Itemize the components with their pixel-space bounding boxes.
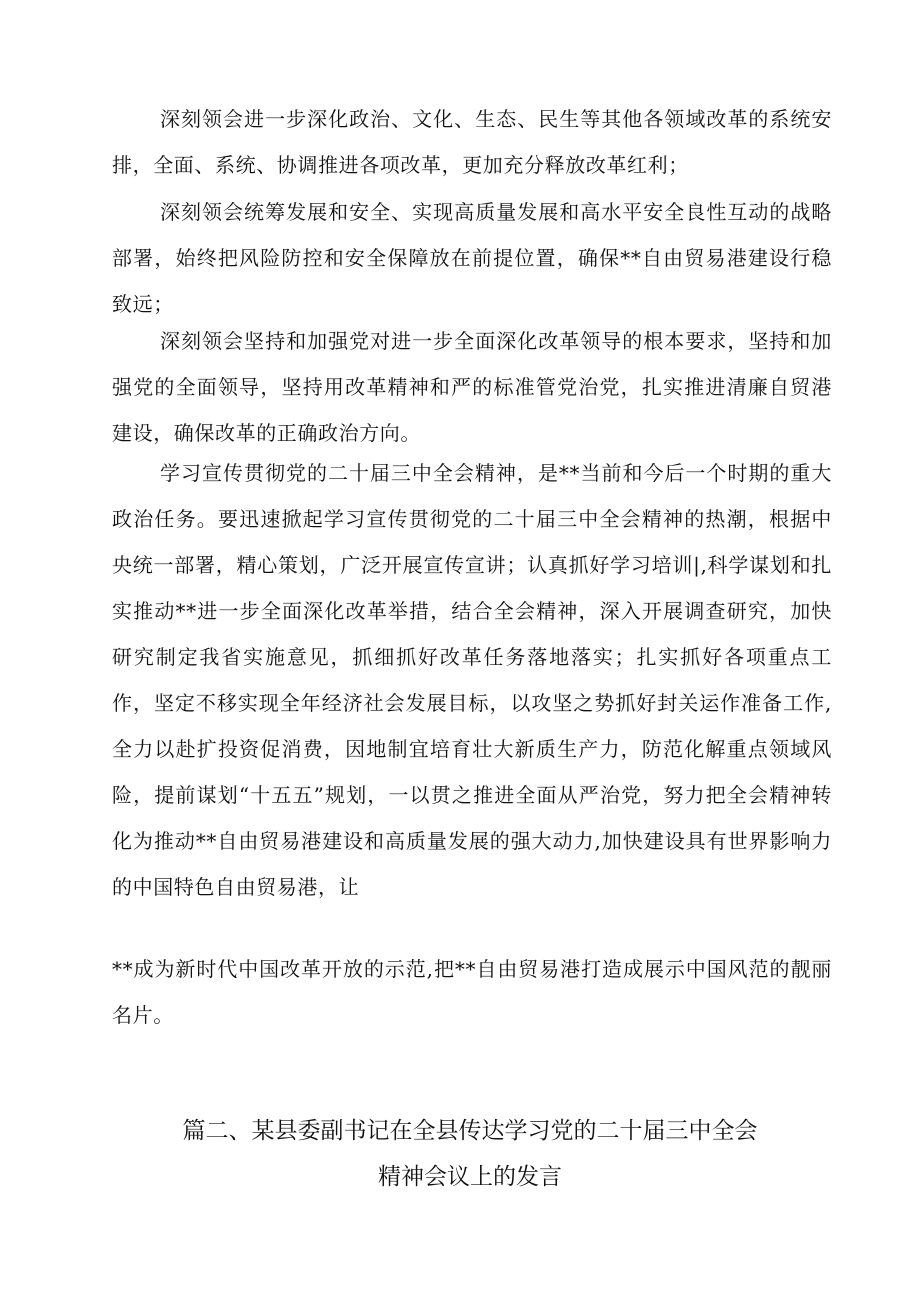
section-heading-line-2: 精神会议上的发言	[378, 1164, 562, 1190]
body-paragraph: 深刻领会进一步深化政治、文化、生态、民生等其他各领域改革的系统安排，全面、系统、协调推进各项改革，更加充分释放改革红利；	[112, 107, 832, 177]
body-paragraph-continued: **成为新时代中国改革开放的示范,把**自由贸易港打造成展示中国风范的靓丽名片。	[112, 957, 832, 1027]
body-paragraph: 学习宣传贯彻党的二十届三中全会精神，是**当前和今后一个时期的重大政治任务。要迅速掀起学习宣传贯彻党的二十届三中全会精神的热潮，根据中央统一部署，精心策划，广泛开展宣传宣讲；认真抓好学习培训|,科学谋划和扎实推动**进一步全面深化改革举措，结合全会精神，深入开展调查研究，加快研究制定我省实施意见，抓细抓好改革任务落地落实；扎实抓好各项重点工作，坚定不移实现全年经济社会发展目标，以攻坚之势抓好封关运作准备工作,全力以赴扩投资促消费，因地制宜培育壮大新质生产力，防范化解重点领域风险，提前谋划“十五五”规划，一以贯之推进全面从严治党，努力把全会精神转化为推动**自由贸易港建设和高质量发展的强大动力,加快建设具有世界影响力的中国特色自由贸易港，让	[112, 461, 832, 899]
section-heading-line-1: 篇二、某县委副书记在全县传达学习党的二十届三中全会	[182, 1118, 758, 1144]
section-heading	[100, 1108, 840, 1200]
body-paragraph: 深刻领会统筹发展和安全、实现高质量发展和高水平安全良性互动的战略部署，始终把风险防控和安全保障放在前提位置，确保**自由贸易港建设行稳致远；	[112, 200, 832, 316]
body-paragraph: 深刻领会坚持和加强党对进一步全面深化改革领导的根本要求，坚持和加强党的全面领导，坚持用改革精神和严的标准管党治党，扎实推进清廉自贸港建设，确保改革的正确政治方向。	[112, 329, 832, 445]
